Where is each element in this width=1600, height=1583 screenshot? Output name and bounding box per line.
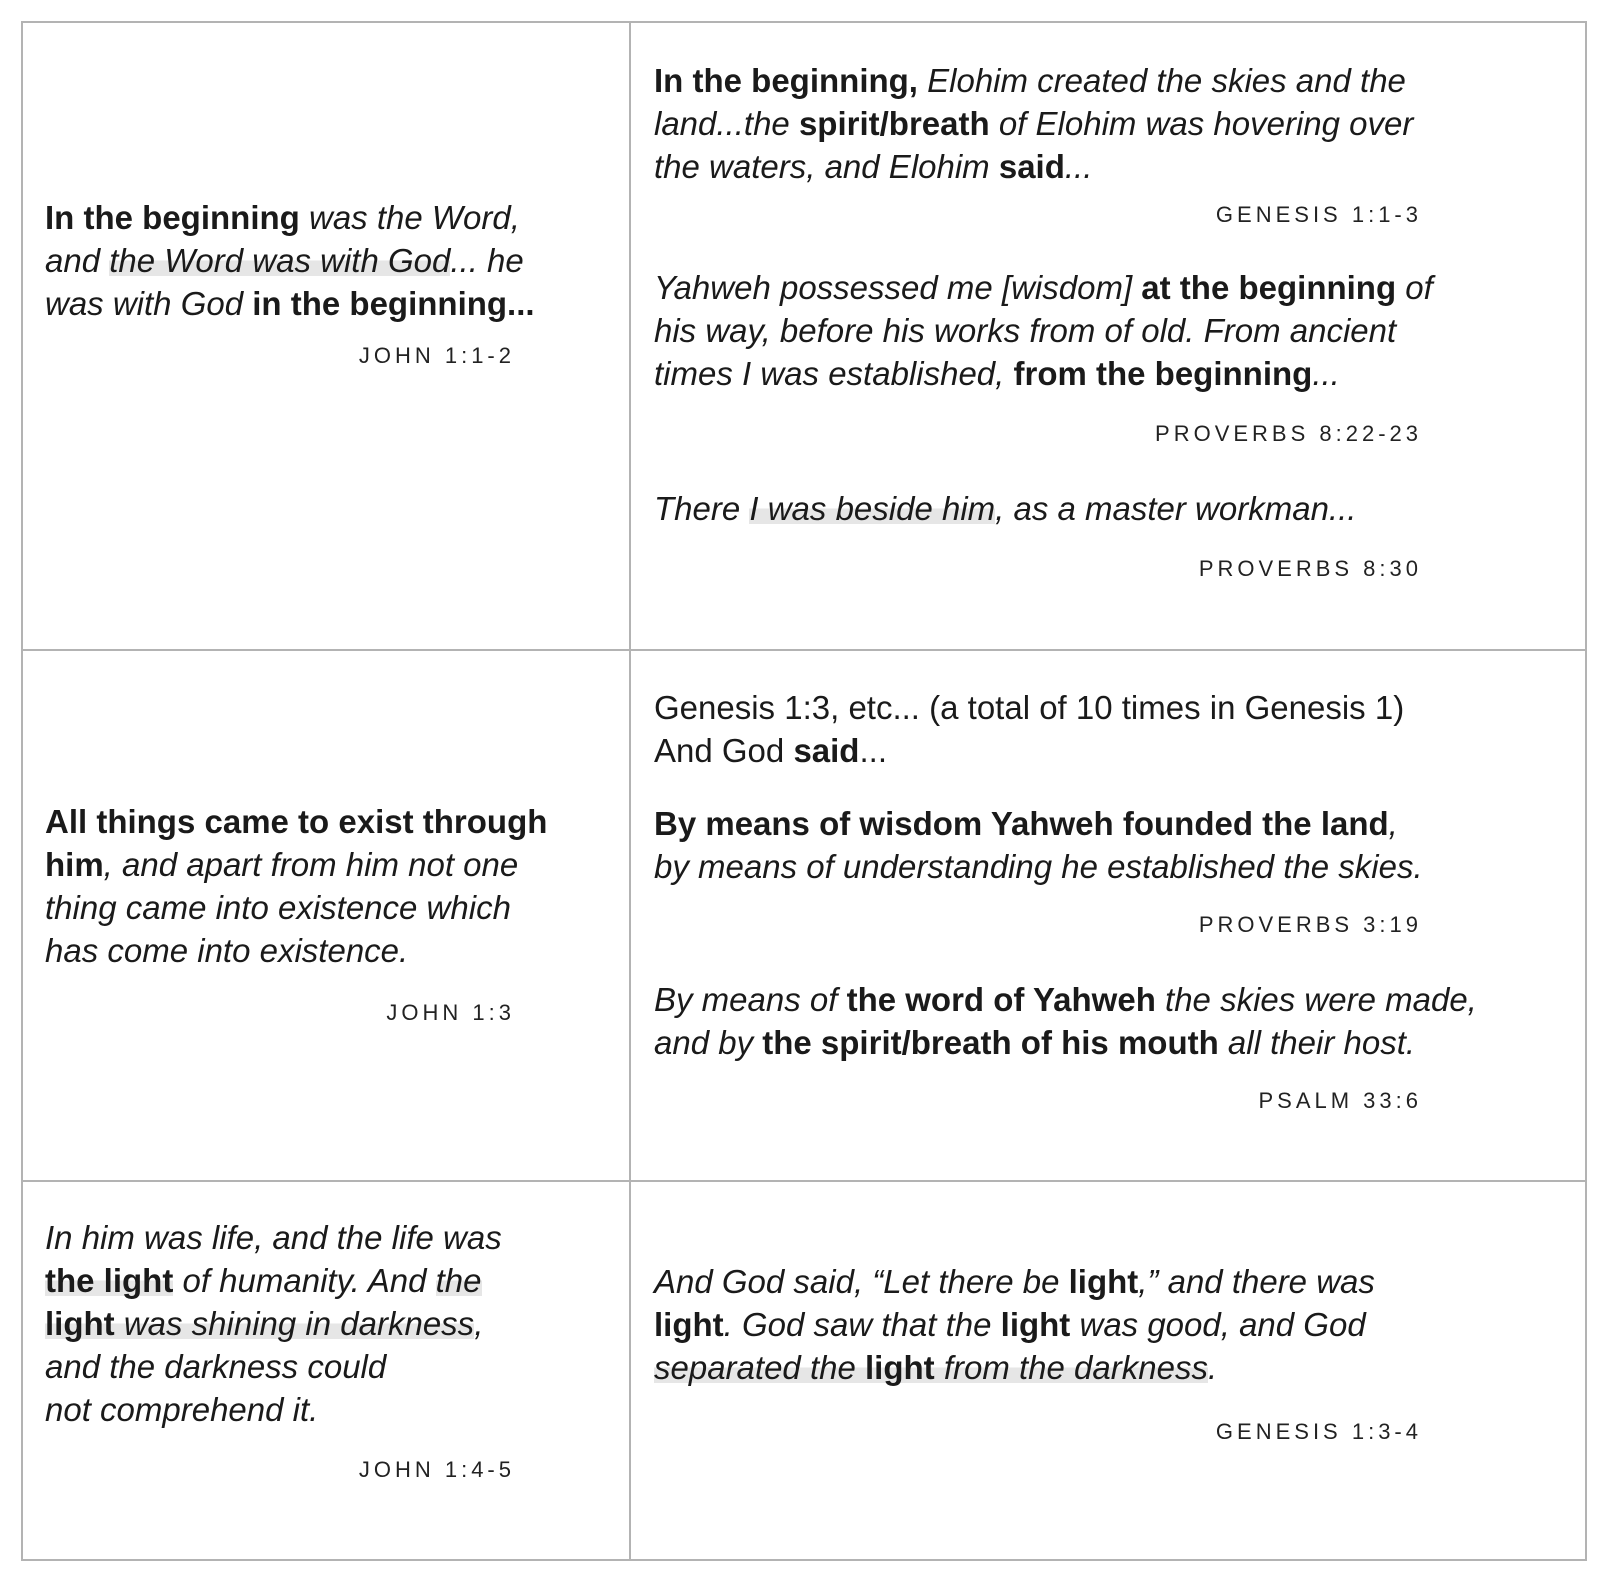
quote-bold: at the beginning xyxy=(1141,269,1397,306)
quote-bold: In the beginning, xyxy=(654,62,918,99)
quote-italic: ... he xyxy=(450,242,524,279)
proverbs-8-30-quote xyxy=(654,487,1534,530)
quote-bold: said xyxy=(998,148,1065,185)
genesis-proverbs-psalm-cell xyxy=(654,686,1534,1114)
quote-bold: All things came to exist through xyxy=(45,803,548,840)
quote-italic: land...the xyxy=(654,105,799,142)
proverbs-8-22-23-quote xyxy=(654,266,1534,395)
genesis-proverbs-cell xyxy=(654,59,1534,582)
quote-bold: light xyxy=(1068,1263,1139,1300)
john-1-1-2-cell xyxy=(45,196,585,369)
reference-label: JOHN 1:1-2 xyxy=(358,343,515,368)
quote-italic: . xyxy=(1207,1349,1218,1386)
quote-italic: all their host. xyxy=(1218,1024,1416,1061)
quote-bold: light xyxy=(1000,1306,1071,1343)
quote-bold: said xyxy=(793,732,860,769)
quote-italic: By means of xyxy=(654,981,847,1018)
quote-italic: by means of understanding he established the skies. xyxy=(654,848,1423,885)
quote-italic: was with God xyxy=(45,285,253,322)
quote-italic: not comprehend it. xyxy=(45,1391,319,1428)
quote-italic: the skies were made, xyxy=(1155,981,1477,1018)
genesis-1-3-4-cell xyxy=(654,1260,1534,1445)
quote-highlight: the Word was with God xyxy=(109,242,451,279)
john-1-3-quote xyxy=(45,800,585,972)
quote-highlight: I was beside him xyxy=(749,490,996,527)
quote-bold: him xyxy=(45,846,104,883)
quote-italic: . God saw that the xyxy=(723,1306,1001,1343)
reference-label: PROVERBS 8:30 xyxy=(1198,556,1422,581)
quote-italic: In him was life, and the life was xyxy=(45,1219,502,1256)
john-1-3-cell xyxy=(45,800,585,1026)
quote-italic: And God said, “Let there be xyxy=(654,1263,1069,1300)
quote-italic: Yahweh possessed me [wisdom] xyxy=(654,269,1142,306)
quote-italic: thing came into existence which xyxy=(45,889,511,926)
psalm-33-6-quote xyxy=(654,978,1534,1064)
quote-italic: There xyxy=(654,490,750,527)
row-divider xyxy=(23,649,1585,651)
quote-highlight: separated the xyxy=(654,1349,865,1386)
quote-bold: the word of Yahweh xyxy=(846,981,1156,1018)
john-1-4-5-cell xyxy=(45,1216,585,1483)
quote-italic: ... xyxy=(1064,148,1093,185)
proverbs-3-19-quote xyxy=(654,802,1534,888)
quote-bold-highlight: light xyxy=(45,1305,115,1342)
quote-bold: spirit/breath xyxy=(798,105,990,142)
quote-italic: ,” and there was xyxy=(1138,1263,1375,1300)
reference-label: PROVERBS 3:19 xyxy=(1198,912,1422,937)
quote-bold: the spirit/breath of his mouth xyxy=(762,1024,1219,1061)
quote-bold: from the beginning xyxy=(1013,355,1313,392)
quote-italic: was the Word, xyxy=(299,199,520,236)
quote-highlight: from the darkness xyxy=(934,1349,1208,1386)
genesis-1-1-3-quote xyxy=(654,59,1534,188)
quote-bold-highlight: the light xyxy=(45,1262,174,1299)
quote-italic: ... xyxy=(1312,355,1340,392)
quote-italic: and the darkness could xyxy=(45,1348,387,1385)
genesis-1-3-note xyxy=(654,686,1534,772)
quote-italic: and by xyxy=(654,1024,763,1061)
reference-label: PROVERBS 8:22-23 xyxy=(1155,421,1422,446)
reference-label: JOHN 1:4-5 xyxy=(358,1457,515,1482)
quote-italic: of Elohim was hovering over xyxy=(989,105,1414,142)
quote-italic: has come into existence. xyxy=(45,932,409,969)
reference-label: JOHN 1:3 xyxy=(386,1000,515,1025)
quote-italic: and xyxy=(45,242,110,279)
john-1-1-2-quote xyxy=(45,196,585,325)
quote-bold-highlight: light xyxy=(865,1349,935,1386)
quote-plain: And God xyxy=(654,732,794,769)
reference-label: PSALM 33:6 xyxy=(1258,1088,1422,1113)
column-divider xyxy=(629,23,631,1559)
reference-label: GENESIS 1:3-4 xyxy=(1215,1419,1422,1444)
quote-bold: in the beginning... xyxy=(252,285,535,322)
row-divider xyxy=(23,1180,1585,1182)
quote-bold: In the beginning xyxy=(45,199,300,236)
quote-plain: ... xyxy=(859,732,887,769)
quote-plain: Genesis 1:3, etc... (a total of 10 times in Genesis 1) xyxy=(654,689,1405,726)
quote-italic: times I was established, xyxy=(654,355,1014,392)
quote-highlight: was shining in darkness xyxy=(114,1305,475,1342)
quote-highlight: the xyxy=(435,1262,482,1299)
genesis-1-3-4-quote xyxy=(654,1260,1534,1389)
quote-italic: of xyxy=(1396,269,1433,306)
quote-italic: , and apart from him not one xyxy=(103,846,519,883)
quote-bold: By means of wisdom Yahweh founded the land xyxy=(654,805,1389,842)
john-1-4-5-quote xyxy=(45,1216,585,1431)
quote-italic: , xyxy=(474,1305,484,1342)
quote-italic: the waters, and Elohim xyxy=(654,148,999,185)
quote-bold: light xyxy=(654,1306,724,1343)
quote-italic: his way, before his works from of old. From ancient xyxy=(654,312,1397,349)
quote-italic: , xyxy=(1388,805,1398,842)
reference-label: GENESIS 1:1-3 xyxy=(1215,202,1422,227)
quote-italic: , as a master workman... xyxy=(995,490,1357,527)
quote-italic: was good, and God xyxy=(1070,1306,1366,1343)
quote-italic: of humanity. And xyxy=(173,1262,436,1299)
quote-italic: Elohim created the skies and the xyxy=(917,62,1406,99)
